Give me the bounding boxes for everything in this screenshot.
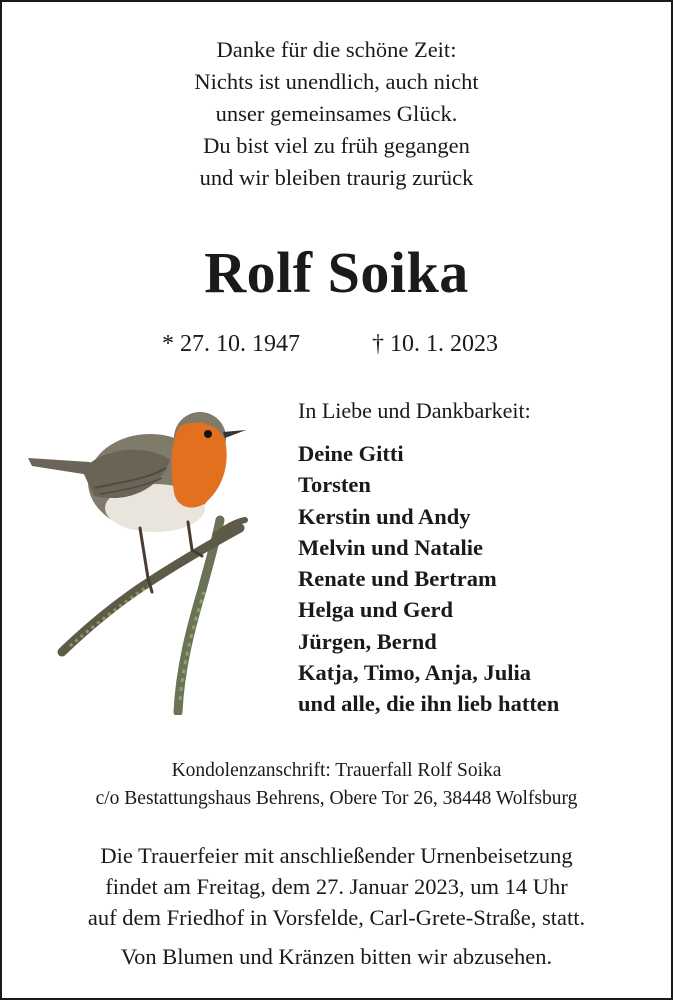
condolence-line: Kondolenzanschrift: Trauerfall Rolf Soika — [171, 760, 502, 781]
birth-date: * 27. 10. 1947 — [162, 331, 300, 357]
mourners-list — [298, 438, 559, 720]
robin-eye — [204, 430, 212, 438]
poem-line: Du bist viel zu früh gegangen — [203, 133, 470, 158]
mourner-name: Kerstin und Andy — [298, 503, 471, 529]
poem-line: unser gemeinsames Glück. — [215, 101, 458, 126]
mourner-name: Katja, Timo, Anja, Julia — [298, 660, 531, 686]
robin-image — [20, 400, 260, 715]
funeral-line: findet am Freitag, dem 27. Januar 2023, um 14 Uhr — [105, 874, 568, 899]
mourner-name: Deine Gitti — [298, 441, 404, 466]
mourner-name: Torsten — [298, 472, 371, 498]
poem-line: Nichts ist unendlich, auch nicht — [194, 69, 479, 94]
mourner-name: Melvin und Natalie — [298, 534, 484, 560]
mourner-name: Helga und Gerd — [298, 597, 454, 623]
flowers-note: Von Blumen und Kränzen bitten wir abzusehen. — [120, 944, 553, 969]
mourners-intro: In Liebe und Dankbarkeit: — [298, 398, 531, 423]
death-date: † 10. 1. 2023 — [372, 331, 498, 357]
deceased-name: Rolf Soika — [204, 240, 469, 305]
poem-line: Danke für die schöne Zeit: — [216, 37, 457, 62]
funeral-line: auf dem Friedhof in Vorsfelde, Carl-Grete-Straße, statt. — [87, 905, 586, 930]
condolence-line: c/o Bestattungshaus Behrens, Obere Tor 26, 38448 Wolfsburg — [95, 788, 578, 809]
robin-breast — [172, 422, 227, 507]
mourner-name: Jürgen, Bernd — [298, 628, 437, 654]
poem — [2, 34, 671, 194]
funeral-line: Die Trauerfeier mit anschließender Urnenbeisetzung — [100, 843, 573, 868]
poem-line: und wir bleiben traurig zurück — [199, 165, 474, 190]
mourner-name: und alle, die ihn lieb hatten — [298, 691, 560, 717]
funeral-info — [2, 840, 671, 933]
condolence-address — [2, 757, 671, 813]
mourner-name: Renate und Bertram — [298, 566, 497, 592]
robin-beak — [223, 430, 246, 438]
